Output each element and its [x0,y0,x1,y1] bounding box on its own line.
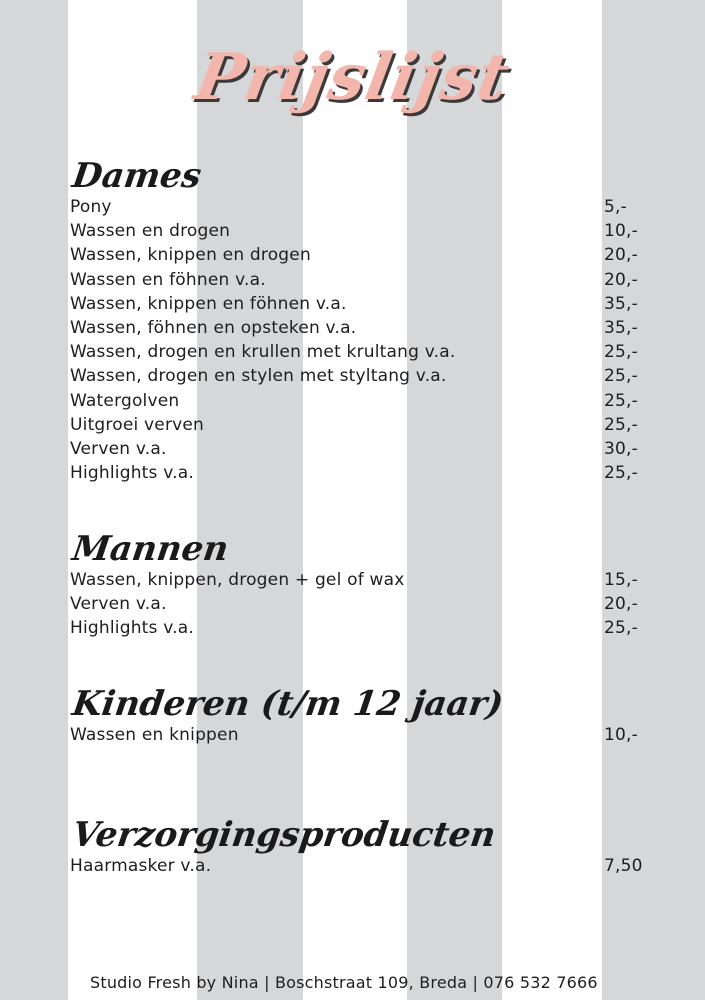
price-row [70,292,640,316]
item-price: 25,- [604,366,638,387]
item-price: 35,- [604,318,638,339]
section-heading: Kinderen (t/m 12 jaar) [69,684,506,724]
footer-contact: Studio Fresh by Nina | Boschstraat 109, Breda | 076 532 7666 [90,973,598,992]
section-kinderen [70,685,640,747]
item-price: 20,- [604,594,638,615]
item-price: 10,- [604,221,638,242]
price-row [70,461,640,485]
item-price: 5,- [604,197,627,217]
item-price: 20,- [604,269,638,290]
page-title: Prijslijst [189,40,516,115]
item-price: 7,50 [604,856,643,876]
item-price: 25,- [604,414,638,435]
item-name: Wassen, drogen en krullen met krultang v.a. [70,342,456,363]
item-price: 30,- [604,439,638,460]
price-row [70,268,640,292]
section-mannen [70,530,640,641]
price-row [70,592,640,616]
item-name: Uitgroei verven [70,414,205,435]
item-name: Verven v.a. [70,439,167,460]
price-row [70,316,640,340]
item-name: Wassen, knippen en föhnen v.a. [70,293,347,314]
item-name: Haarmasker v.a. [70,856,212,876]
section-heading: Dames [69,156,204,196]
section-dames [70,157,640,485]
item-price: 25,- [604,342,638,363]
item-name: Wassen en drogen [70,221,231,242]
price-row [70,568,640,592]
item-name: Highlights v.a. [70,618,194,639]
item-name: Wassen, drogen en stylen met styltang v.a. [70,366,447,387]
price-row [70,413,640,437]
item-name: Watergolven [70,390,180,411]
price-row [70,437,640,461]
item-name: Verven v.a. [70,594,167,615]
item-name: Wassen en föhnen v.a. [70,269,266,290]
item-price: 15,- [604,570,638,590]
item-name: Wassen, knippen, drogen + gel of wax [70,570,405,590]
item-price: 25,- [604,463,638,484]
section-heading: Mannen [69,529,231,569]
price-row [70,195,640,219]
item-price: 35,- [604,293,638,314]
price-row [70,389,640,413]
price-row [70,364,640,388]
price-row [70,243,640,267]
price-row [70,340,640,364]
item-price: 10,- [604,725,638,745]
price-row [70,219,640,243]
price-row [70,723,640,747]
item-price: 25,- [604,618,638,639]
item-price: 20,- [604,245,638,266]
item-name: Wassen, föhnen en opsteken v.a. [70,318,357,339]
item-name: Highlights v.a. [70,463,194,484]
item-name: Wassen, knippen en drogen [70,245,311,266]
item-price: 25,- [604,390,638,411]
item-name: Wassen en knippen [70,725,239,745]
section-verzorgingsproducten [69,815,643,878]
item-name: Pony [70,197,112,217]
section-heading: Verzorgingsproducten [69,815,499,855]
price-row [70,854,643,878]
price-row [70,616,640,640]
